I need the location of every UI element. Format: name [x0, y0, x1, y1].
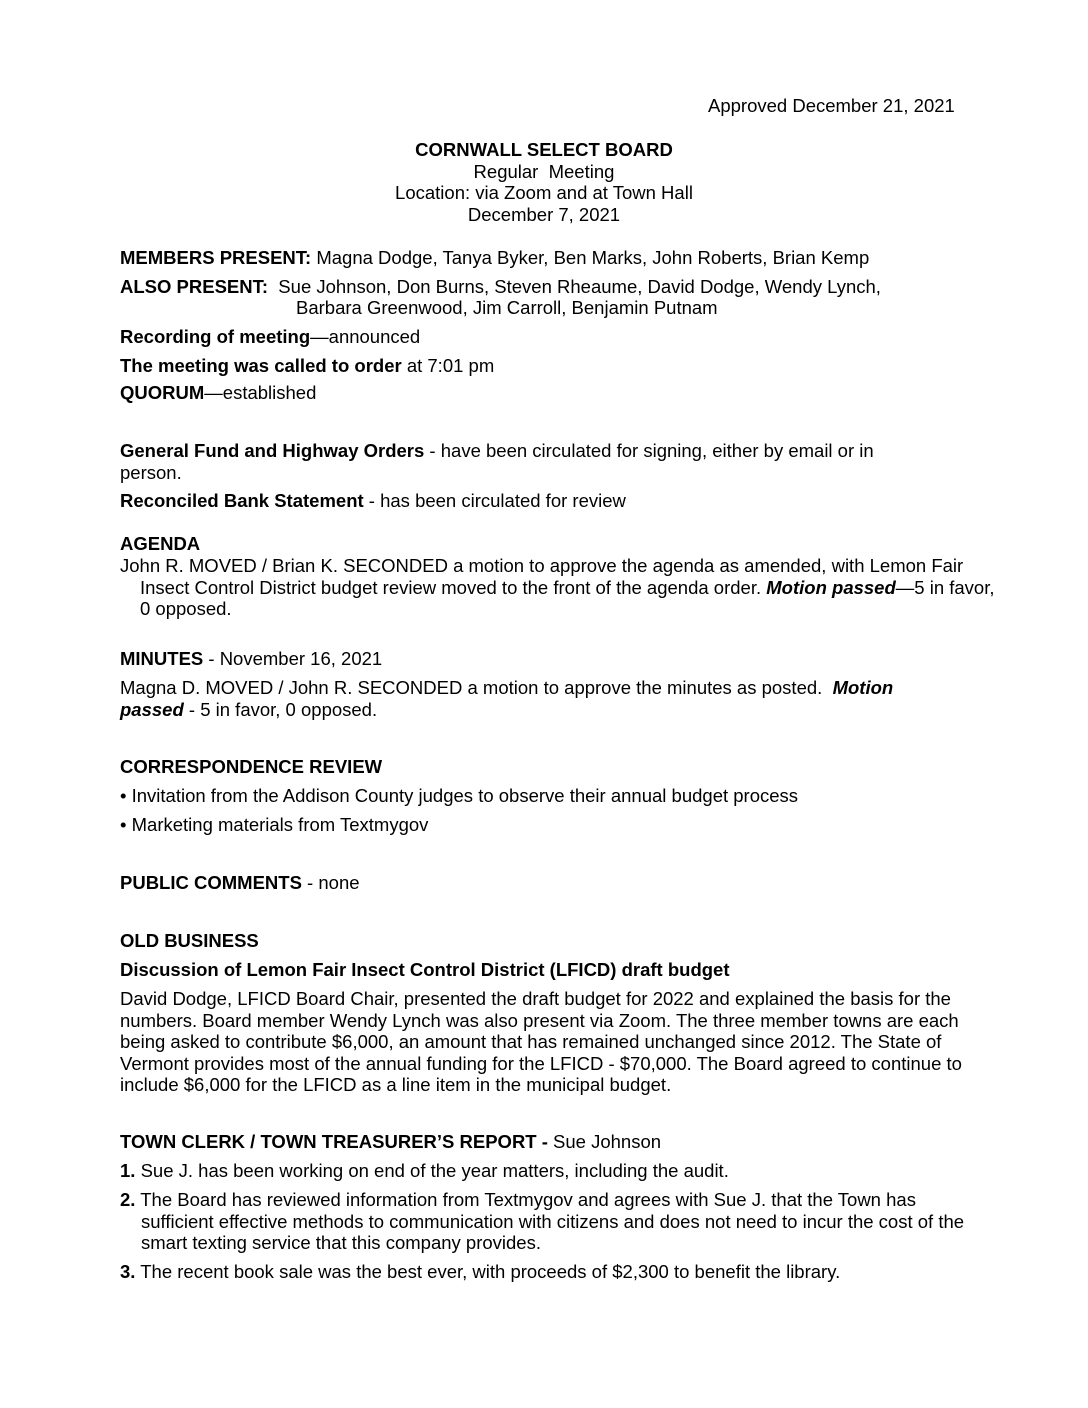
board-title: CORNWALL SELECT BOARD	[415, 139, 673, 160]
minutes-motion-passed: Motion passed	[120, 677, 899, 720]
approval-date: Approved December 21, 2021	[708, 95, 955, 116]
agenda-result: —5 in favor, 0 opposed.	[140, 576, 995, 619]
minutes-result: - 5 in favor, 0 opposed.	[183, 698, 378, 720]
bank-label: Reconciled Bank Statement	[120, 490, 364, 511]
list-item	[120, 1160, 1001, 1182]
item-number: 3.	[120, 1261, 136, 1282]
minutes-date: - November 16, 2021	[203, 648, 383, 669]
quorum-value: —established	[204, 382, 317, 403]
public-comments-line	[120, 872, 980, 894]
recording-value: —announced	[310, 326, 421, 347]
clerk-report-presenter: Sue Johnson	[547, 1131, 662, 1152]
item-number: 2.	[120, 1189, 136, 1210]
members-list: Magna Dodge, Tanya Byker, Ben Marks, John Roberts, Brian Kemp	[311, 247, 870, 268]
also-present	[120, 276, 980, 298]
public-comments-heading: PUBLIC COMMENTS	[120, 872, 302, 893]
old-business-heading: OLD BUSINESS	[120, 930, 259, 951]
list-item	[120, 785, 798, 807]
bullet-icon: •	[120, 814, 127, 835]
public-comments-text: - none	[301, 872, 360, 893]
item-number: 1.	[120, 1160, 136, 1181]
quorum-line	[120, 382, 980, 404]
item-text: The Board has reviewed information from Textmygov and agrees with Sue J. that the Town has sufficient effective methods to communication with citizens and does not need to incur the cost of the smart texting service that this company provides.	[135, 1189, 965, 1253]
lficd-paragraph: David Dodge, LFICD Board Chair, presented the draft budget for 2022 and explained the basis for the numbers. Board member Wendy Lynch was also present via Zoom. The three member towns are each being asked to contribute $6,000, an amount that has remained unchanged since 2012. The State of Vermont provides most of the annual funding for the LFICD - $70,000. The Board agreed to continue to include $6,000 for the LFICD as a line item in the municipal budget.	[120, 988, 962, 1095]
list-item	[120, 1189, 989, 1254]
recording-label: Recording of meeting	[120, 326, 311, 347]
also-label: ALSO PRESENT:	[120, 276, 269, 297]
item-text: The recent book sale was the best ever, with proceeds of $2,300 to benefit the library.	[135, 1261, 841, 1282]
minutes-text: Magna D. MOVED / John R. SECONDED a motion to approve the minutes as posted.	[120, 677, 833, 698]
bank-text: - has been circulated for review	[363, 490, 626, 511]
called-label: The meeting was called to order	[120, 355, 402, 376]
also-list-line2: Barbara Greenwood, Jim Carroll, Benjamin Putnam	[296, 297, 718, 318]
members-present	[120, 247, 980, 269]
correspondence-item-text: Marketing materials from Textmygov	[131, 814, 429, 835]
correspondence-item-text: Invitation from the Addison County judges to observe their annual budget process	[131, 785, 799, 806]
minutes-line	[120, 648, 980, 670]
list-item	[120, 1261, 1001, 1283]
agenda-motion-passed: Motion passed	[766, 576, 896, 598]
quorum-label: QUORUM	[120, 382, 205, 403]
called-to-order-line	[120, 355, 980, 377]
agenda-motion	[120, 555, 998, 620]
members-label: MEMBERS PRESENT:	[120, 247, 312, 268]
minutes-heading: MINUTES	[120, 648, 204, 669]
clerk-report-line	[120, 1131, 980, 1153]
list-item	[120, 814, 428, 836]
orders-paragraph	[120, 440, 920, 483]
bank-statement-line	[120, 490, 980, 512]
agenda-text: John R. MOVED / Brian K. SECONDED a motion to approve the agenda as amended, with Lemon Fair Insect Control District budget review moved to the front of the agenda order.	[120, 555, 964, 598]
meeting-date: December 7, 2021	[467, 204, 621, 225]
meeting-type: Regular Meeting	[473, 161, 615, 182]
bullet-icon: •	[120, 785, 127, 806]
clerk-report-heading: TOWN CLERK / TOWN TREASURER’S REPORT -	[120, 1131, 548, 1152]
called-value: at 7:01 pm	[401, 355, 495, 376]
also-list-line1: Sue Johnson, Don Burns, Steven Rheaume, David Dodge, Wendy Lynch,	[268, 276, 881, 297]
correspondence-heading: CORRESPONDENCE REVIEW	[120, 756, 383, 777]
agenda-heading: AGENDA	[120, 533, 201, 554]
orders-text: - have been circulated for signing, either by email or in person.	[120, 440, 874, 483]
item-text: Sue J. has been working on end of the year matters, including the audit.	[135, 1160, 729, 1181]
orders-label: General Fund and Highway Orders	[120, 440, 425, 461]
lficd-subheading: Discussion of Lemon Fair Insect Control District (LFICD) draft budget	[120, 959, 730, 980]
minutes-motion	[120, 677, 955, 720]
meeting-location: Location: via Zoom and at Town Hall	[395, 182, 693, 203]
recording-line	[120, 326, 980, 348]
